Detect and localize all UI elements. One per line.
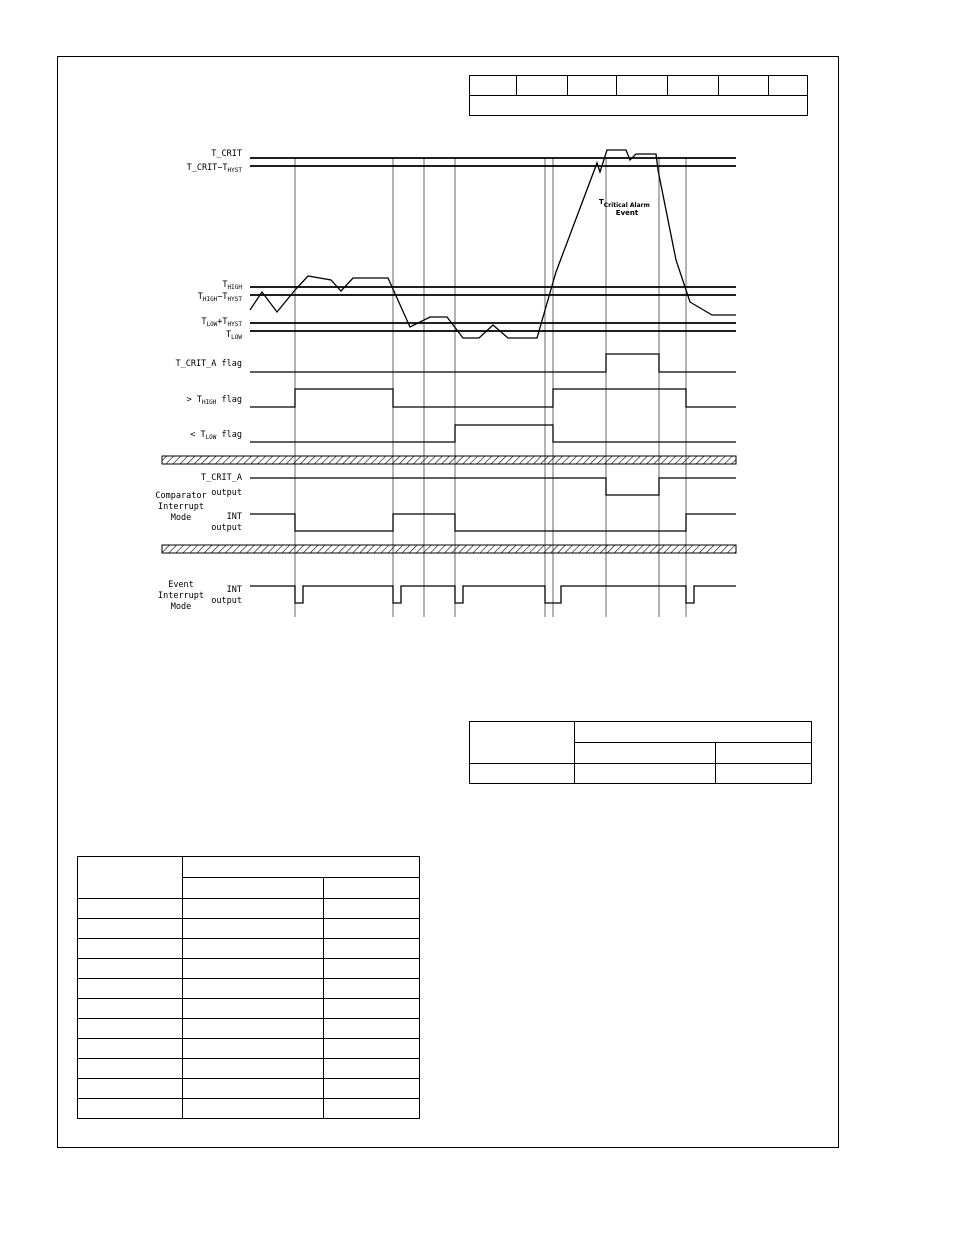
tcrit-a-flag-wave — [250, 354, 736, 372]
comparator-int-label-1: INT — [226, 512, 242, 522]
tlow-flag-wave — [250, 425, 736, 442]
event-mode-label-2: Interrupt — [157, 591, 205, 601]
event-mode-label-1: Event — [168, 580, 194, 590]
comparator-mode-label-3: Mode — [170, 513, 192, 523]
separator-bar — [162, 456, 736, 464]
thigh-flag-wave — [250, 389, 736, 407]
t-crit-label: T_CRIT — [211, 149, 242, 159]
t-low-label: $T_{LOW}$ — [226, 330, 242, 341]
comparator-int-output-wave — [250, 514, 736, 531]
event-int-label-1: INT — [226, 585, 242, 595]
temperature-trace — [250, 150, 736, 338]
t-low-hyst-label: $T_{LOW}+T_{HYST}$ — [201, 317, 242, 328]
comparator-int-label-2: output — [211, 523, 242, 533]
critical-alarm-annotation-line2: Event — [615, 209, 639, 217]
tlow-flag-label: < $T_{LOW}$ flag — [190, 430, 242, 441]
comparator-tcrit-a-output-wave — [250, 478, 736, 495]
t-crit-hyst-label: $T\_CRIT-T_{HYST}$ — [186, 163, 242, 174]
t-high-label: $T_{HIGH}$ — [222, 280, 242, 291]
separator-bar — [162, 545, 736, 553]
comparator-mode-label-1: Comparator — [155, 491, 207, 501]
tcrit-a-flag-label: T_CRIT_A flag — [175, 359, 242, 369]
event-mode-label-3: Mode — [170, 602, 192, 612]
thigh-flag-label: > $T_{HIGH}$ flag — [186, 395, 242, 406]
threshold-lines — [250, 158, 736, 331]
event-int-output-wave — [250, 586, 736, 603]
critical-alarm-annotation: TCritical Alarm — [599, 198, 650, 209]
comparator-mode-label-2: Interrupt — [157, 502, 205, 512]
t-high-hyst-label: $T_{HIGH}-T_{HYST}$ — [197, 292, 242, 303]
comparator-tcrit-a-label-2: output — [211, 488, 242, 498]
comparator-tcrit-a-label-1: T_CRIT_A — [201, 473, 242, 483]
event-int-label-2: output — [211, 596, 242, 606]
